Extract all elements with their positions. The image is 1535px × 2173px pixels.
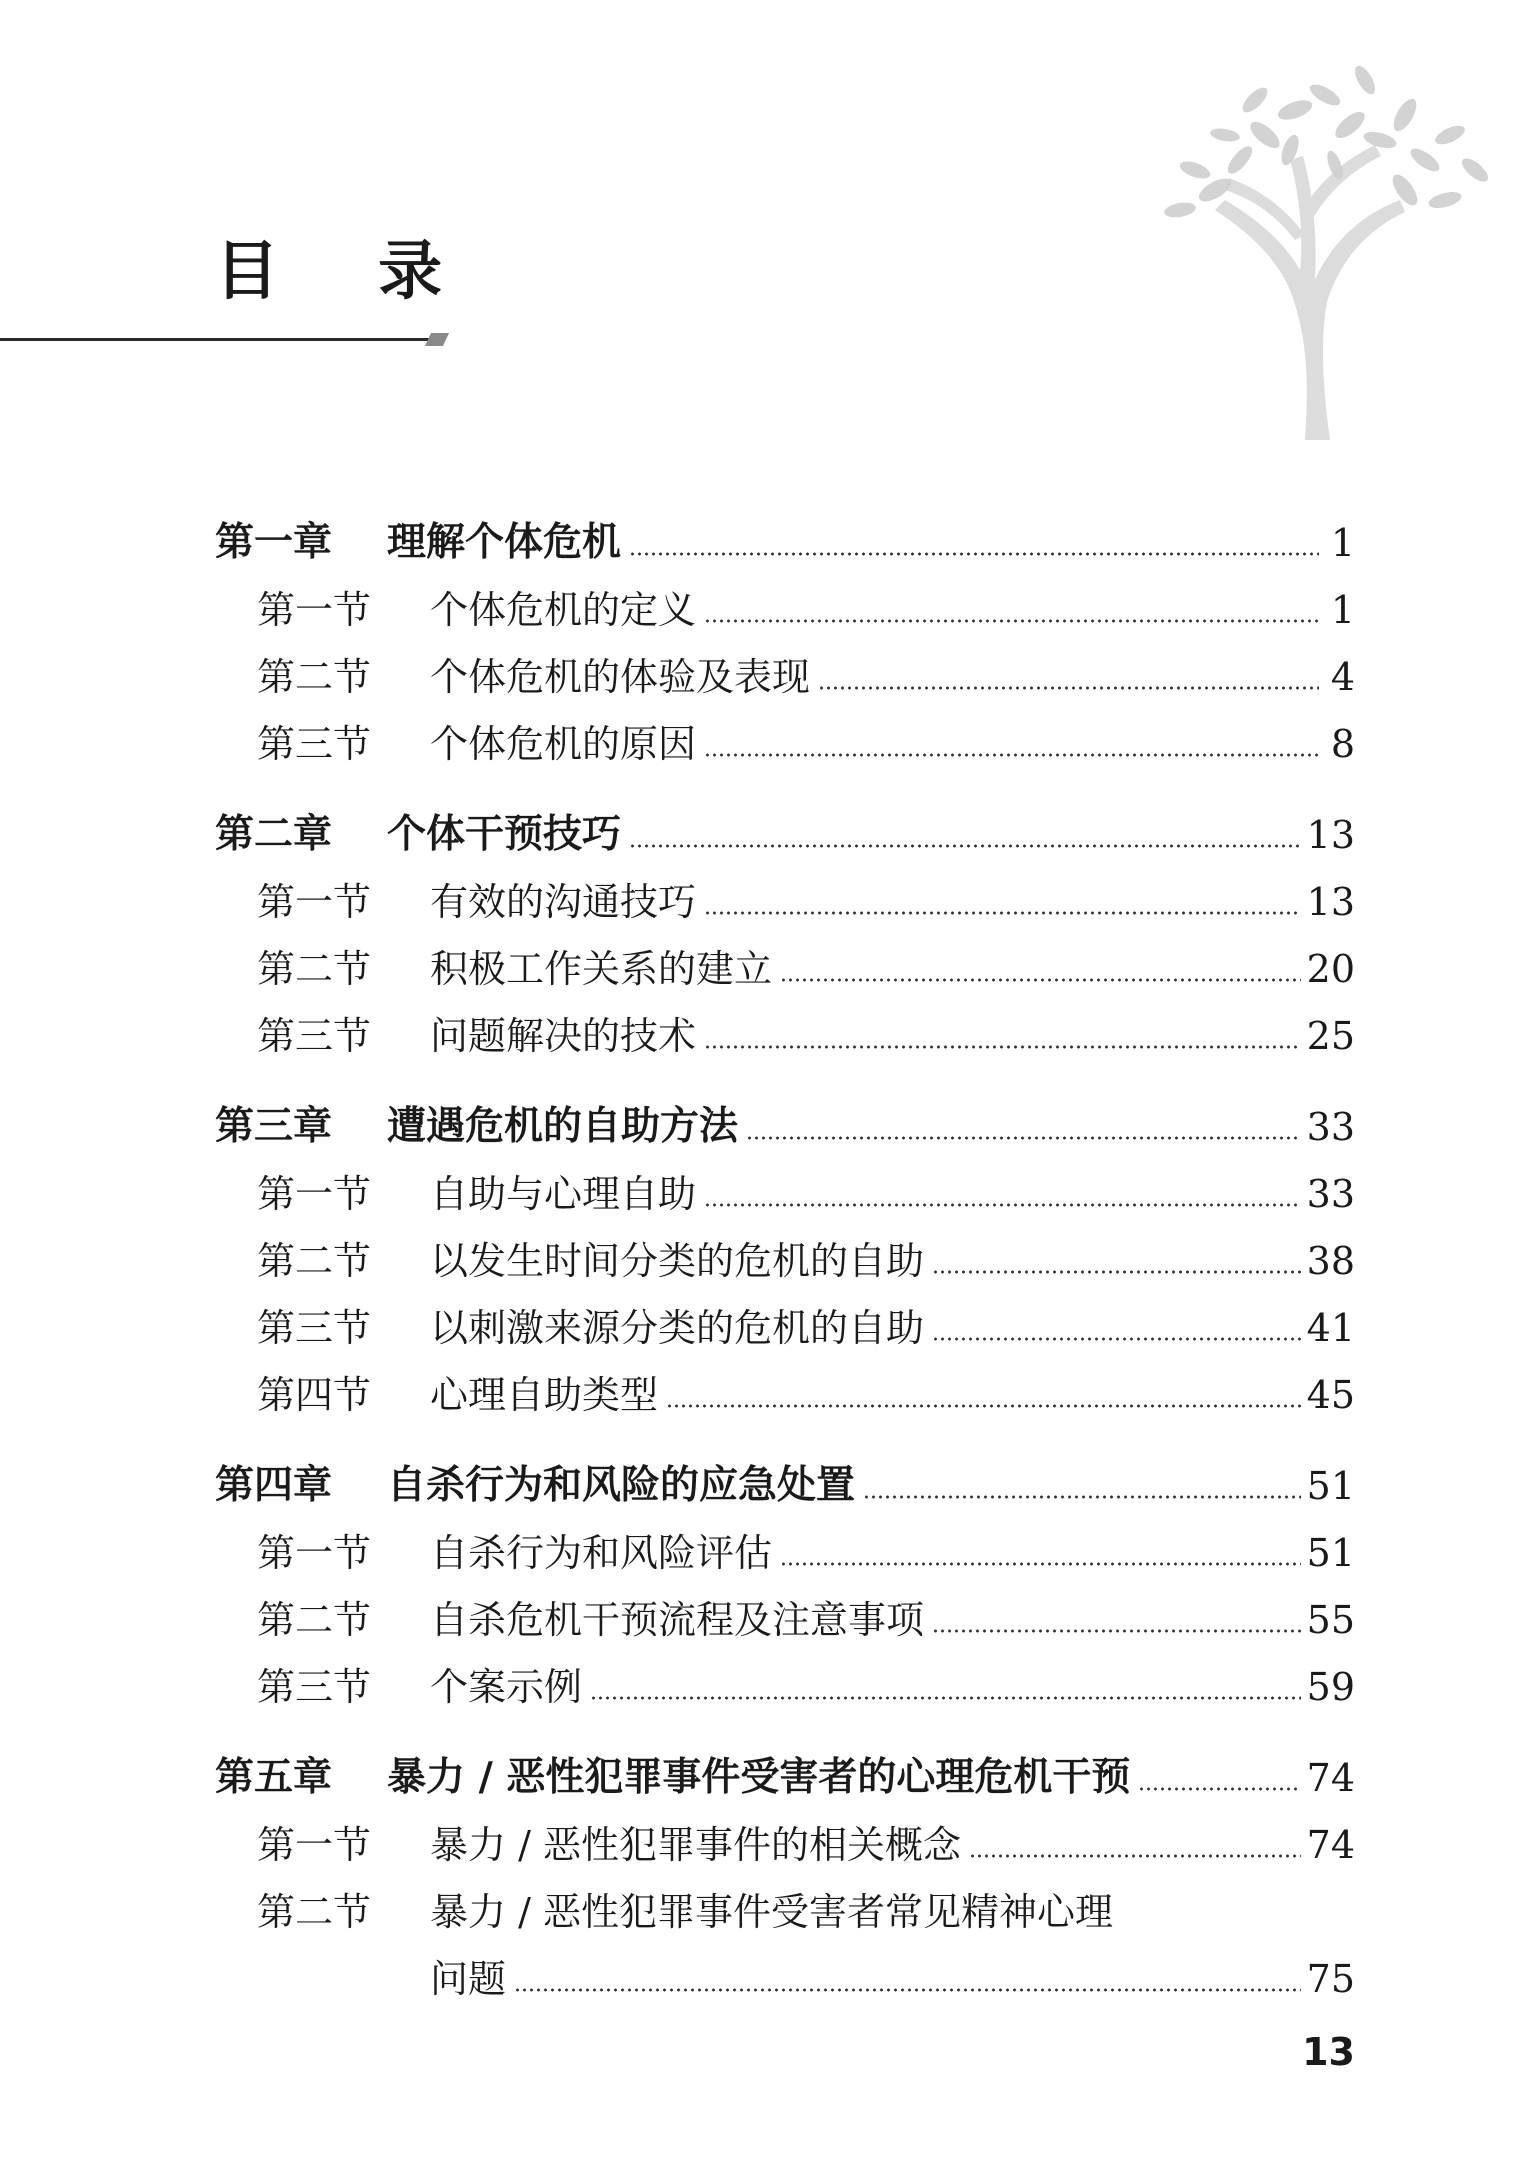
section-title: 个体危机的体验及表现 (430, 655, 811, 699)
toc-section-continuation[interactable] (215, 1941, 1355, 2008)
toc-section-entry[interactable] (215, 1582, 1355, 1649)
section-title-continuation: 问题 (430, 1957, 507, 2001)
toc-chapter (215, 1740, 1355, 2008)
page-ref: 74 (1306, 1756, 1355, 1800)
section-number: 第二节 (257, 1598, 372, 1642)
page-ref: 33 (1306, 1172, 1355, 1216)
dot-leader (863, 1495, 1301, 1499)
dot-leader (704, 1045, 1301, 1049)
toc-chapter-entry[interactable] (215, 1089, 1355, 1156)
page-ref: 25 (1306, 1014, 1355, 1058)
dot-leader (932, 1337, 1301, 1341)
page-ref: 55 (1306, 1598, 1355, 1642)
page-ref: 20 (1306, 947, 1355, 991)
section-number: 第三节 (257, 1306, 372, 1350)
tree-icon (1105, 40, 1535, 440)
page-ref: 51 (1306, 1464, 1355, 1508)
dot-leader (746, 1136, 1301, 1140)
toc-section-entry[interactable] (215, 998, 1355, 1065)
toc-section-entry[interactable] (215, 1649, 1355, 1716)
chapter-title: 自杀行为和风险的应急处置 (387, 1463, 856, 1508)
page-ref: 51 (1306, 1531, 1355, 1575)
section-title: 暴力 / 恶性犯罪事件的相关概念 (430, 1823, 961, 1867)
toc-chapter-entry[interactable] (215, 505, 1355, 572)
toc-section-entry[interactable] (215, 572, 1355, 639)
toc-section-entry[interactable] (215, 1156, 1355, 1223)
dot-leader (629, 552, 1319, 556)
section-title: 有效的沟通技巧 (430, 880, 697, 924)
page-ref: 45 (1306, 1373, 1355, 1417)
page-ref: 1 (1330, 588, 1355, 632)
chapter-title: 遭遇危机的自助方法 (387, 1104, 739, 1149)
section-number: 第一节 (257, 1531, 372, 1575)
toc-section-entry[interactable] (215, 706, 1355, 773)
page-ref: 38 (1306, 1239, 1355, 1283)
section-title: 以发生时间分类的危机的自助 (430, 1239, 925, 1283)
section-number: 第一节 (257, 1172, 372, 1216)
section-number: 第一节 (257, 1823, 372, 1867)
section-number: 第三节 (257, 722, 372, 766)
toc-section-entry[interactable] (215, 931, 1355, 998)
section-title: 自助与心理自助 (430, 1172, 697, 1216)
toc-section-entry[interactable] (215, 1874, 1355, 1941)
toc-chapter (215, 1089, 1355, 1424)
section-title: 心理自助类型 (430, 1373, 659, 1417)
section-number: 第三节 (257, 1665, 372, 1709)
dot-leader (704, 619, 1319, 623)
page-ref: 59 (1306, 1665, 1355, 1709)
section-number: 第二节 (257, 1239, 372, 1283)
section-number: 第一节 (257, 880, 372, 924)
section-title: 以刺激来源分类的危机的自助 (430, 1306, 925, 1350)
section-number: 第二节 (257, 947, 372, 991)
section-number: 第二节 (257, 655, 372, 699)
dot-leader (629, 844, 1301, 848)
toc-chapter (215, 505, 1355, 773)
page-ref: 1 (1330, 521, 1355, 565)
page-ref: 13 (1306, 813, 1355, 857)
dot-leader (818, 686, 1319, 690)
toc-chapter-entry[interactable] (215, 1740, 1355, 1807)
dot-leader (1138, 1787, 1300, 1791)
dot-leader (780, 978, 1301, 982)
section-number: 第二节 (257, 1890, 372, 1934)
dot-leader (704, 1203, 1301, 1207)
section-title: 自杀危机干预流程及注意事项 (430, 1598, 925, 1642)
chapter-title: 个体干预技巧 (387, 812, 622, 857)
toc-section-entry[interactable] (215, 1515, 1355, 1582)
chapter-number: 第二章 (215, 812, 333, 857)
dot-leader (932, 1629, 1301, 1633)
page-ref: 4 (1330, 655, 1355, 699)
dot-leader (969, 1854, 1301, 1858)
section-title: 暴力 / 恶性犯罪事件受害者常见精神心理 (430, 1890, 1113, 1934)
table-of-contents (215, 505, 1355, 2032)
dot-leader (932, 1270, 1301, 1274)
toc-chapter (215, 1448, 1355, 1716)
section-title: 自杀行为和风险评估 (430, 1531, 773, 1575)
toc-section-entry[interactable] (215, 1290, 1355, 1357)
toc-section-entry[interactable] (215, 864, 1355, 931)
dot-leader (514, 1988, 1301, 1992)
section-title: 问题解决的技术 (430, 1014, 697, 1058)
toc-chapter-entry[interactable] (215, 1448, 1355, 1515)
dot-leader (704, 753, 1319, 757)
dot-leader (704, 911, 1301, 915)
dot-leader (666, 1404, 1301, 1408)
section-title: 个体危机的定义 (430, 588, 697, 632)
page-ref: 13 (1306, 880, 1355, 924)
dot-leader (780, 1562, 1301, 1566)
page-ref: 74 (1306, 1823, 1355, 1867)
page-title: 目 录 (215, 235, 481, 309)
section-title: 个体危机的原因 (430, 722, 697, 766)
toc-section-entry[interactable] (215, 1223, 1355, 1290)
page-ref: 75 (1306, 1957, 1355, 2001)
title-underline-tab (425, 333, 449, 346)
section-number: 第三节 (257, 1014, 372, 1058)
page-ref: 8 (1330, 722, 1355, 766)
chapter-title: 理解个体危机 (387, 520, 622, 565)
chapter-number: 第三章 (215, 1104, 333, 1149)
chapter-number: 第四章 (215, 1463, 333, 1508)
page-ref: 41 (1306, 1306, 1355, 1350)
section-title: 个案示例 (430, 1665, 583, 1709)
toc-section-entry[interactable] (215, 1807, 1355, 1874)
toc-section-entry[interactable] (215, 639, 1355, 706)
toc-section-entry[interactable] (215, 1357, 1355, 1424)
chapter-number: 第一章 (215, 520, 333, 565)
toc-chapter (215, 797, 1355, 1065)
title-underline (0, 338, 435, 341)
section-title: 积极工作关系的建立 (430, 947, 773, 991)
section-number: 第一节 (257, 588, 372, 632)
toc-chapter-entry[interactable] (215, 797, 1355, 864)
dot-leader (590, 1696, 1301, 1700)
section-number: 第四节 (257, 1373, 372, 1417)
page-number: 13 (1302, 2030, 1355, 2074)
chapter-title: 暴力 / 恶性犯罪事件受害者的心理危机干预 (387, 1755, 1131, 1800)
page-ref: 33 (1306, 1105, 1355, 1149)
chapter-number: 第五章 (215, 1755, 333, 1800)
